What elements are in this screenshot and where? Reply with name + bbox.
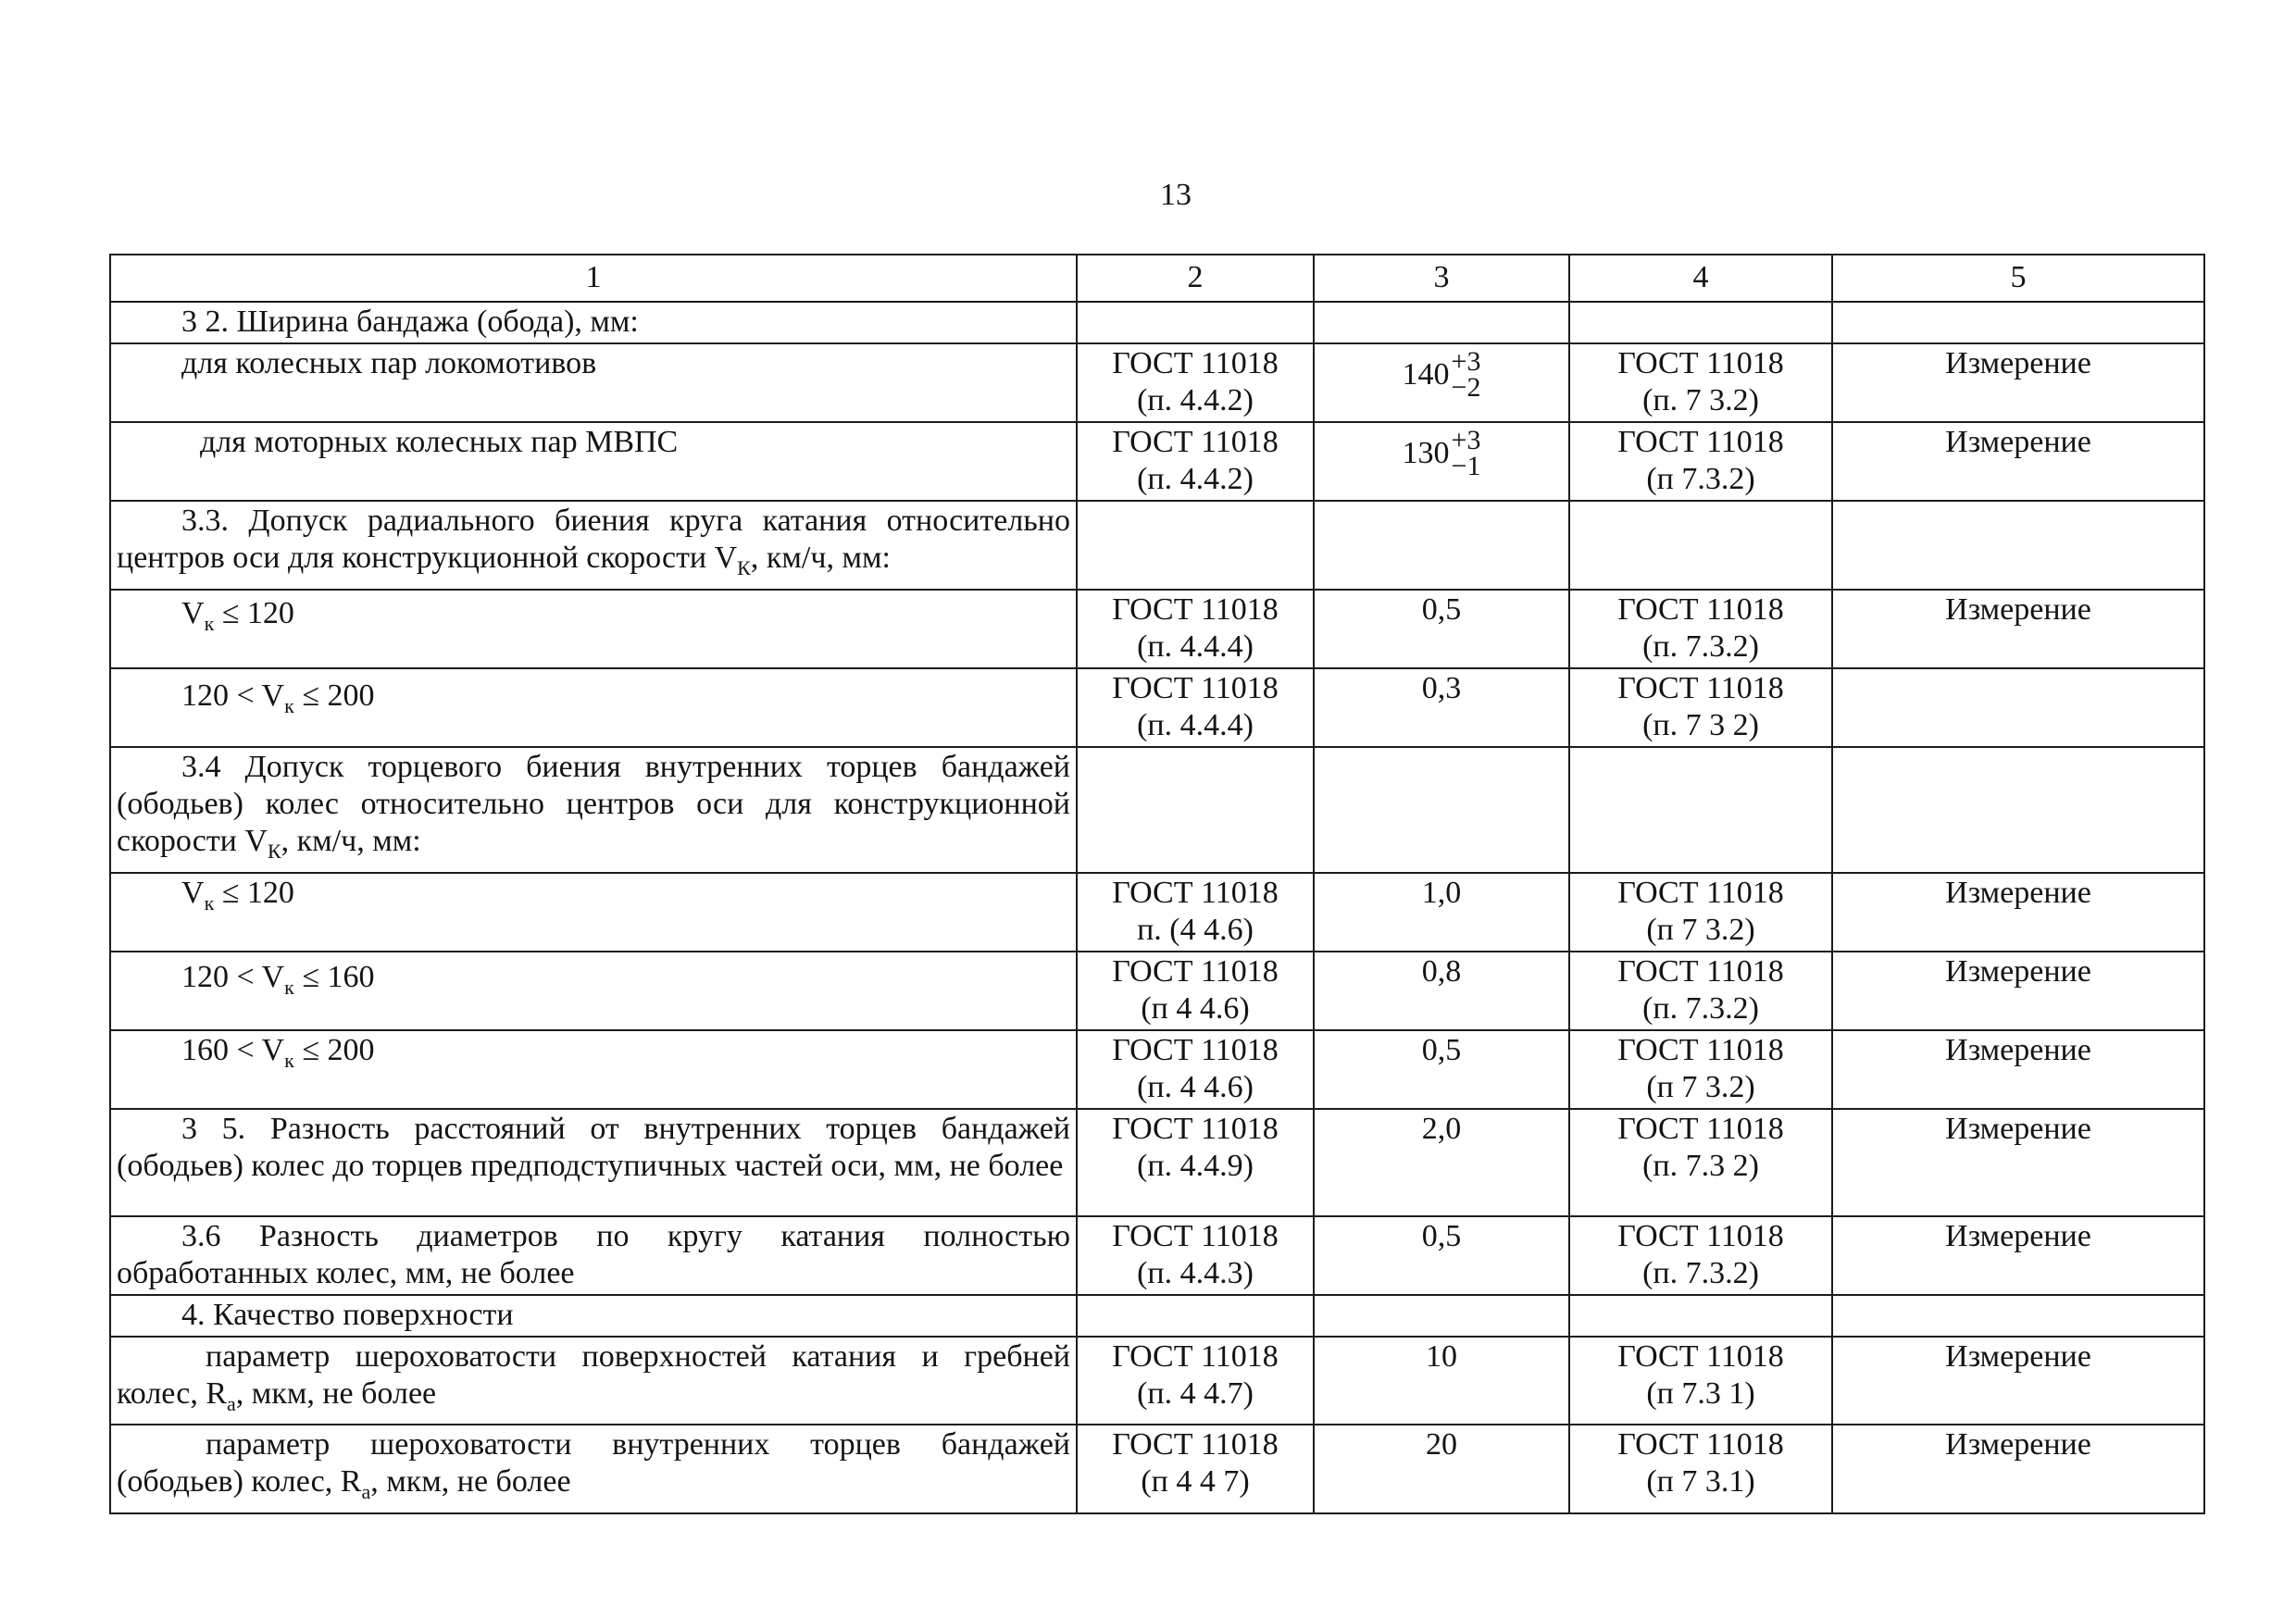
empty-cell	[1832, 1295, 2204, 1337]
row-description: 3 5. Разность расстояний от внутренних торцев бандажей (ободьев) колес до торцев предподступичных частей оси, мм, не более	[110, 1109, 1077, 1216]
control-method: Измерение	[1832, 422, 2204, 501]
row-description: 3.3. Допуск радиального биения круга катания относительно центров оси для конструкционной скорости $V_К$, км/ч, мм:	[110, 501, 1077, 590]
row-description: параметр шероховатости внутренних торцев бандажей (ободьев) колес, $R_а$, мкм, не более	[110, 1425, 1077, 1513]
empty-cell	[1314, 1295, 1569, 1337]
control-method: Измерение	[1832, 1109, 2204, 1216]
tolerance-value: 0,5	[1314, 1216, 1569, 1295]
row-description: $120 < V_к \le 160$	[110, 952, 1077, 1030]
control-method: Измерение	[1832, 952, 2204, 1030]
standard-ref: ГОСТ 11018 (п. 4.4.4)	[1077, 590, 1314, 668]
standard-ref: ГОСТ 11018 (п. 4.4.9)	[1077, 1109, 1314, 1216]
control-method: Измерение	[1832, 1425, 2204, 1513]
empty-cell	[1077, 501, 1314, 590]
tolerance-value: 0,5	[1314, 590, 1569, 668]
table-row	[110, 873, 2204, 952]
row-description: для моторных колесных пар МВПС	[110, 422, 1077, 501]
standard-ref: ГОСТ 11018 (п. 4.4.2)	[1077, 422, 1314, 501]
row-description: $120 < V_к \le 200$	[110, 668, 1077, 747]
row-description: 3 2. Ширина бандажа (обода), мм:	[110, 302, 1077, 343]
empty-cell	[1832, 302, 2204, 343]
control-method: Измерение	[1832, 1030, 2204, 1109]
empty-cell	[1314, 501, 1569, 590]
row-description: для колесных пар локомотивов	[110, 343, 1077, 422]
standard-ref: ГОСТ 11018 (п 4 4 7)	[1077, 1425, 1314, 1513]
empty-cell	[1077, 747, 1314, 873]
row-description: 3.6 Разность диаметров по кругу катания полностью обработанных колес, мм, не более	[110, 1216, 1077, 1295]
tolerance-value: 140 +3 −2	[1314, 343, 1569, 422]
control-method: Измерение	[1832, 1337, 2204, 1425]
method-ref: ГОСТ 11018 (п 7 3.1)	[1569, 1425, 1832, 1513]
empty-cell	[1569, 501, 1832, 590]
table-row	[110, 1337, 2204, 1425]
column-header: 3	[1314, 255, 1569, 302]
row-description: $V_к \le 120$	[110, 590, 1077, 668]
control-method: Измерение	[1832, 590, 2204, 668]
empty-cell	[1077, 1295, 1314, 1337]
method-ref: ГОСТ 11018 (п. 7.3.2)	[1569, 590, 1832, 668]
tolerance-value: 10	[1314, 1337, 1569, 1425]
empty-cell	[1569, 747, 1832, 873]
tolerance-value: 0,3	[1314, 668, 1569, 747]
column-header: 1	[110, 255, 1077, 302]
standard-ref: ГОСТ 11018 (п. 4.4.4)	[1077, 668, 1314, 747]
tolerance-value: 0,8	[1314, 952, 1569, 1030]
method-ref: ГОСТ 11018 (п 7.3 1)	[1569, 1337, 1832, 1425]
table-header-row	[110, 255, 2204, 302]
page-number: 13	[1160, 178, 1192, 212]
standard-ref: ГОСТ 11018 (п 4 4.6)	[1077, 952, 1314, 1030]
tolerance-value: 1,0	[1314, 873, 1569, 952]
table-row	[110, 1109, 2204, 1216]
row-description: 3.4 Допуск торцевого биения внутренних торцев бандажей (ободьев) колес относительно центров оси для конструкционной скорости $V_К$, км/ч, мм:	[110, 747, 1077, 873]
empty-cell	[1569, 1295, 1832, 1337]
method-ref: ГОСТ 11018 (п. 7 3.2)	[1569, 343, 1832, 422]
control-method: Измерение	[1832, 343, 2204, 422]
empty-cell	[1314, 302, 1569, 343]
standard-ref: ГОСТ 11018 (п. 4.4.3)	[1077, 1216, 1314, 1295]
standard-ref: ГОСТ 11018 (п. 4 4.7)	[1077, 1337, 1314, 1425]
empty-cell	[1314, 747, 1569, 873]
table-row	[110, 302, 2204, 343]
method-ref: ГОСТ 11018 (п. 7.3.2)	[1569, 952, 1832, 1030]
table-row	[110, 1216, 2204, 1295]
empty-cell	[1832, 747, 2204, 873]
empty-cell	[1569, 302, 1832, 343]
row-description: 4. Качество поверхности	[110, 1295, 1077, 1337]
specification-table	[109, 254, 2205, 1514]
table-row	[110, 343, 2204, 422]
table-row	[110, 1425, 2204, 1513]
method-ref: ГОСТ 11018 (п 7 3.2)	[1569, 1030, 1832, 1109]
control-method: Измерение	[1832, 873, 2204, 952]
table-row	[110, 747, 2204, 873]
table-row	[110, 422, 2204, 501]
standard-ref: ГОСТ 11018 п. (4 4.6)	[1077, 873, 1314, 952]
table-row	[110, 590, 2204, 668]
tolerance-value: 20	[1314, 1425, 1569, 1513]
row-description: параметр шероховатости поверхностей катания и гребней колес, $R_а$, мкм, не более	[110, 1337, 1077, 1425]
standard-ref: ГОСТ 11018 (п. 4 4.6)	[1077, 1030, 1314, 1109]
standard-ref: ГОСТ 11018 (п. 4.4.2)	[1077, 343, 1314, 422]
table-row	[110, 1030, 2204, 1109]
row-description: $160 < V_к \le 200$	[110, 1030, 1077, 1109]
column-header: 4	[1569, 255, 1832, 302]
control-method: Измерение	[1832, 1216, 2204, 1295]
table-row	[110, 668, 2204, 747]
empty-cell	[1077, 302, 1314, 343]
method-ref: ГОСТ 11018 (п 7 3.2)	[1569, 873, 1832, 952]
tolerance-value: 2,0	[1314, 1109, 1569, 1216]
control-method	[1832, 668, 2204, 747]
column-header: 5	[1832, 255, 2204, 302]
tolerance-value: 130 +3 −1	[1314, 422, 1569, 501]
method-ref: ГОСТ 11018 (п. 7.3.2)	[1569, 1216, 1832, 1295]
method-ref: ГОСТ 11018 (п. 7.3 2)	[1569, 1109, 1832, 1216]
column-header: 2	[1077, 255, 1314, 302]
empty-cell	[1832, 501, 2204, 590]
method-ref: ГОСТ 11018 (п 7.3.2)	[1569, 422, 1832, 501]
method-ref: ГОСТ 11018 (п. 7 3 2)	[1569, 668, 1832, 747]
tolerance-value: 0,5	[1314, 1030, 1569, 1109]
table-row	[110, 1295, 2204, 1337]
table-row	[110, 501, 2204, 590]
table-row	[110, 952, 2204, 1030]
row-description: $V_к \le 120$	[110, 873, 1077, 952]
